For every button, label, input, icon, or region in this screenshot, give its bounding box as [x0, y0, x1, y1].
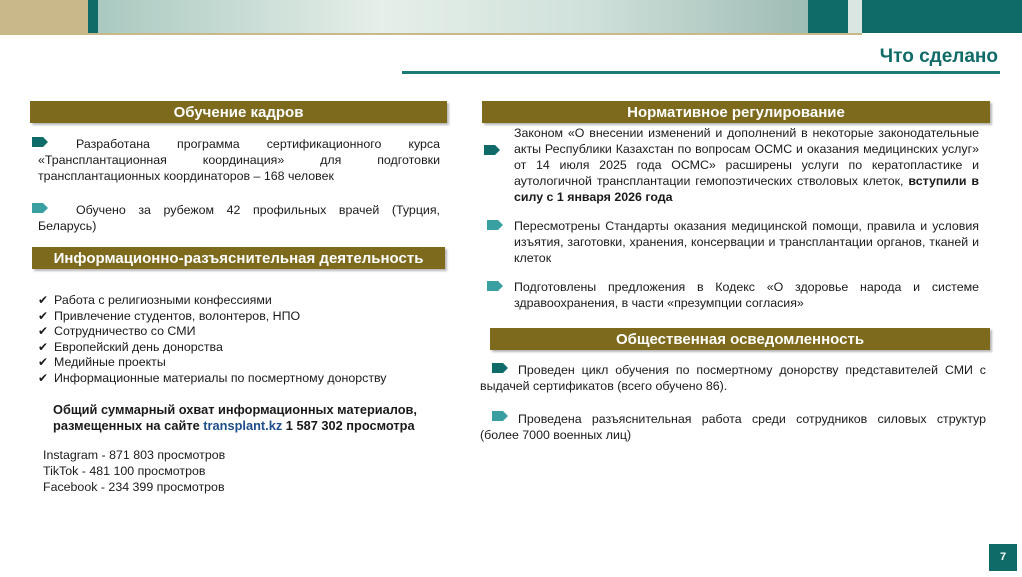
top-band-teal-2	[808, 0, 848, 33]
stat-instagram: Instagram - 871 803 просмотров	[43, 448, 226, 462]
checkmark-icon: ✔	[38, 308, 49, 323]
regulation-item-3: Подготовлены предложения в Кодекс «О здоровье народа и системе здравоохранения, в части «презумпции согласия»	[514, 280, 979, 310]
title-underline	[402, 71, 1000, 74]
checkmark-icon: ✔	[38, 324, 49, 338]
checkmark-icon: ✔	[38, 355, 49, 369]
checkmark-icon: ✔	[38, 293, 49, 307]
awareness-item-2: Проведена разъяснительная работа среди сотрудников силовых структур (более 7000 военных лиц)	[480, 412, 986, 442]
list-item: ✔ Европейский день донорства	[38, 339, 223, 354]
top-band-left	[0, 0, 88, 33]
stat-facebook: Facebook - 234 399 просмотров	[43, 479, 225, 494]
list-item: ✔ Информационные материалы по посмертному донорству	[38, 370, 387, 385]
site-link[interactable]: transplant.kz	[203, 418, 283, 433]
list-item: ✔ Работа с религиозными конфессиями	[38, 293, 272, 307]
regulation-header: Нормативное регулирование	[482, 101, 990, 123]
awareness-header: Общественная осведомленность	[490, 328, 990, 350]
bullet-arrow-icon	[487, 220, 503, 230]
regulation-item-2: Пересмотрены Стандарты оказания медицинской помощи, правила и условия изъятия, заготовки, хранения, консервации и трансплантации органов, тканей и клеток	[514, 219, 979, 265]
social-stats	[43, 448, 225, 495]
top-band-light	[98, 0, 808, 33]
info-work-header: Информационно-разъяснительная деятельность	[32, 247, 445, 269]
training-item-1: Разработана программа сертификационного курса «Трансплантационная координация» для подготовки трансплантационных координаторов – 168 человек	[38, 137, 440, 183]
bullet-arrow-icon	[487, 281, 503, 291]
top-band-teal-3	[862, 0, 1022, 33]
total-reach: Общий суммарный охват информационных материалов, размещенных на сайте transplant.kz 1 587 302 просмотра	[53, 402, 417, 433]
bullet-arrow-icon	[484, 145, 500, 155]
page-number: 7	[989, 544, 1017, 571]
top-band-bottom-line	[0, 33, 862, 35]
info-work-list	[38, 293, 387, 386]
top-band-gap	[848, 0, 862, 33]
training-header: Обучение кадров	[30, 101, 447, 123]
checkmark-icon: ✔	[38, 370, 49, 385]
list-item: ✔ Медийные проекты	[38, 355, 166, 369]
list-item: ✔ Привлечение студентов, волонтеров, НПО	[38, 308, 301, 323]
training-item-2: Обучено за рубежом 42 профильных врачей (Турция, Беларусь)	[38, 203, 440, 233]
stat-tiktok: TikTok - 481 100 просмотров	[43, 463, 206, 478]
page-title: Что сделано	[879, 46, 998, 67]
checkmark-icon: ✔	[38, 339, 49, 354]
list-item: ✔ Сотрудничество со СМИ	[38, 324, 196, 338]
top-band-teal-1	[88, 0, 98, 33]
awareness-item-1: Проведен цикл обучения по посмертному донорству представителей СМИ с выдачей сертификатов (всего обучено 86).	[480, 363, 986, 393]
regulation-item-1: Законом «О внесении изменений и дополнений в некоторые законодательные акты Республики Казахстан по вопросам ОСМС и оказания медицинских услуг» от 14 июля 2025 года ОСМС» расширены услуги по кератопластике и аутологичной трансплантации гемопоэтических стволовых клеток, вступили в силу с 1 января 2026 года	[514, 126, 980, 204]
